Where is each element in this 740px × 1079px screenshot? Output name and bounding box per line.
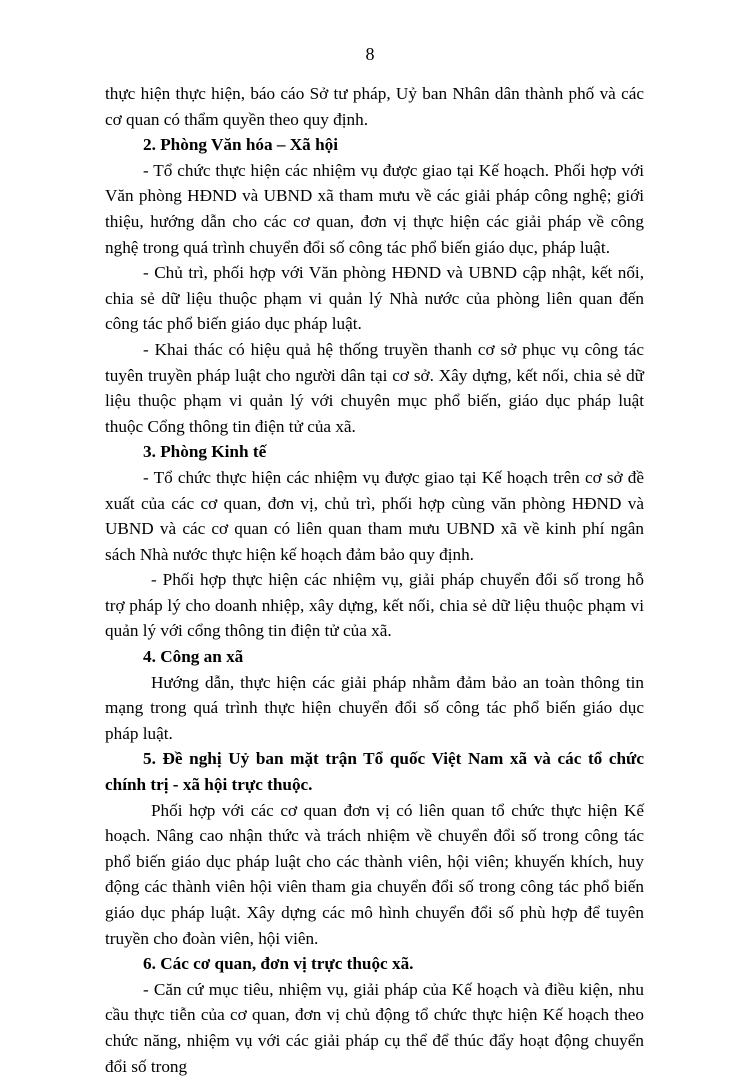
document-body (105, 81, 644, 1079)
paragraph-continuation: thực hiện thực hiện, báo cáo Sở tư pháp, Uỷ ban Nhân dân thành phố và các cơ quan có thẩm quyền theo quy định. (105, 84, 644, 129)
paragraph: - Khai thác có hiệu quả hệ thống truyền thanh cơ sở phục vụ công tác tuyên truyền pháp luật cho người dân tại cơ sở. Xây dựng, kết nối, chia sẻ dữ liệu thuộc phạm vi quản lý với chuyên mục phổ biến, giáo dục pháp luật thuộc Cổng thông tin điện tử của xã. (105, 339, 644, 436)
paragraph: - Căn cứ mục tiêu, nhiệm vụ, giải pháp của Kế hoạch và điều kiện, nhu cầu thực tiễn của cơ quan, đơn vị chủ động tổ chức thực hiện Kế hoạch theo chức năng, nhiệm vụ với các giải pháp cụ thể để thúc đẩy hoạt động chuyển đổi số trong (105, 979, 644, 1076)
paragraph: - Chủ trì, phối hợp với Văn phòng HĐND và UBND cập nhật, kết nối, chia sẻ dữ liệu thuộc phạm vi quản lý Nhà nước của phòng liên quan đến công tác phổ biến giáo dục pháp luật. (105, 263, 644, 334)
section-heading: 4. Công an xã (143, 647, 244, 667)
paragraph: - Tổ chức thực hiện các nhiệm vụ được giao tại Kế hoạch. Phối hợp với Văn phòng HĐND và UBND xã tham mưu về các giải pháp công nghệ; giới thiệu, hướng dẫn cho các cơ quan, đơn vị thực hiện các giải pháp về công nghệ trong quá trình chuyển đổi số công tác phổ biến giáo dục, pháp luật. (105, 160, 644, 257)
paragraph: Hướng dẫn, thực hiện các giải pháp nhằm đảm bảo an toàn thông tin mạng trong quá trình thực hiện chuyển đổi số công tác phổ biến giáo dục pháp luật. (105, 672, 644, 743)
section-heading: 2. Phòng Văn hóa – Xã hội (143, 135, 339, 155)
page-number: 8 (365, 44, 375, 64)
section-heading: 5. Đề nghị Uỷ ban mặt trận Tổ quốc Việt Nam xã và các tổ chức chính trị - xã hội trực thuộc. (105, 749, 644, 795)
section-heading: 3. Phòng Kinh tế (143, 442, 267, 462)
paragraph: - Phối hợp thực hiện các nhiệm vụ, giải pháp chuyển đổi số trong hỗ trợ pháp lý cho doanh nhiệp, xây dựng, kết nối, chia sẻ dữ liệu thuộc phạm vi quản lý với cổng thông tin điện tử của xã. (105, 570, 644, 641)
paragraph: - Tổ chức thực hiện các nhiệm vụ được giao tại Kế hoạch trên cơ sở đề xuất của các cơ quan, đơn vị, chủ trì, phối hợp cùng văn phòng HĐND và UBND và các cơ quan có liên quan tham mưu UBND xã về kinh phí ngân sách Nhà nước thực hiện kế hoạch đảm bảo quy định. (105, 467, 644, 564)
section-heading: 6. Các cơ quan, đơn vị trực thuộc xã. (143, 954, 414, 974)
paragraph: Phối hợp với các cơ quan đơn vị có liên quan tổ chức thực hiện Kế hoạch. Nâng cao nhận thức và trách nhiệm về chuyển đổi số trong công tác phổ biến giáo dục pháp luật cho các thành viên, hội viên; khuyến khích, huy động các thành viên hội viên tham gia chuyển đổi số trong công tác phổ biến giáo dục pháp luật. Xây dựng các mô hình chuyển đổi số phù hợp để tuyên truyền cho đoàn viên, hội viên. (105, 800, 644, 948)
